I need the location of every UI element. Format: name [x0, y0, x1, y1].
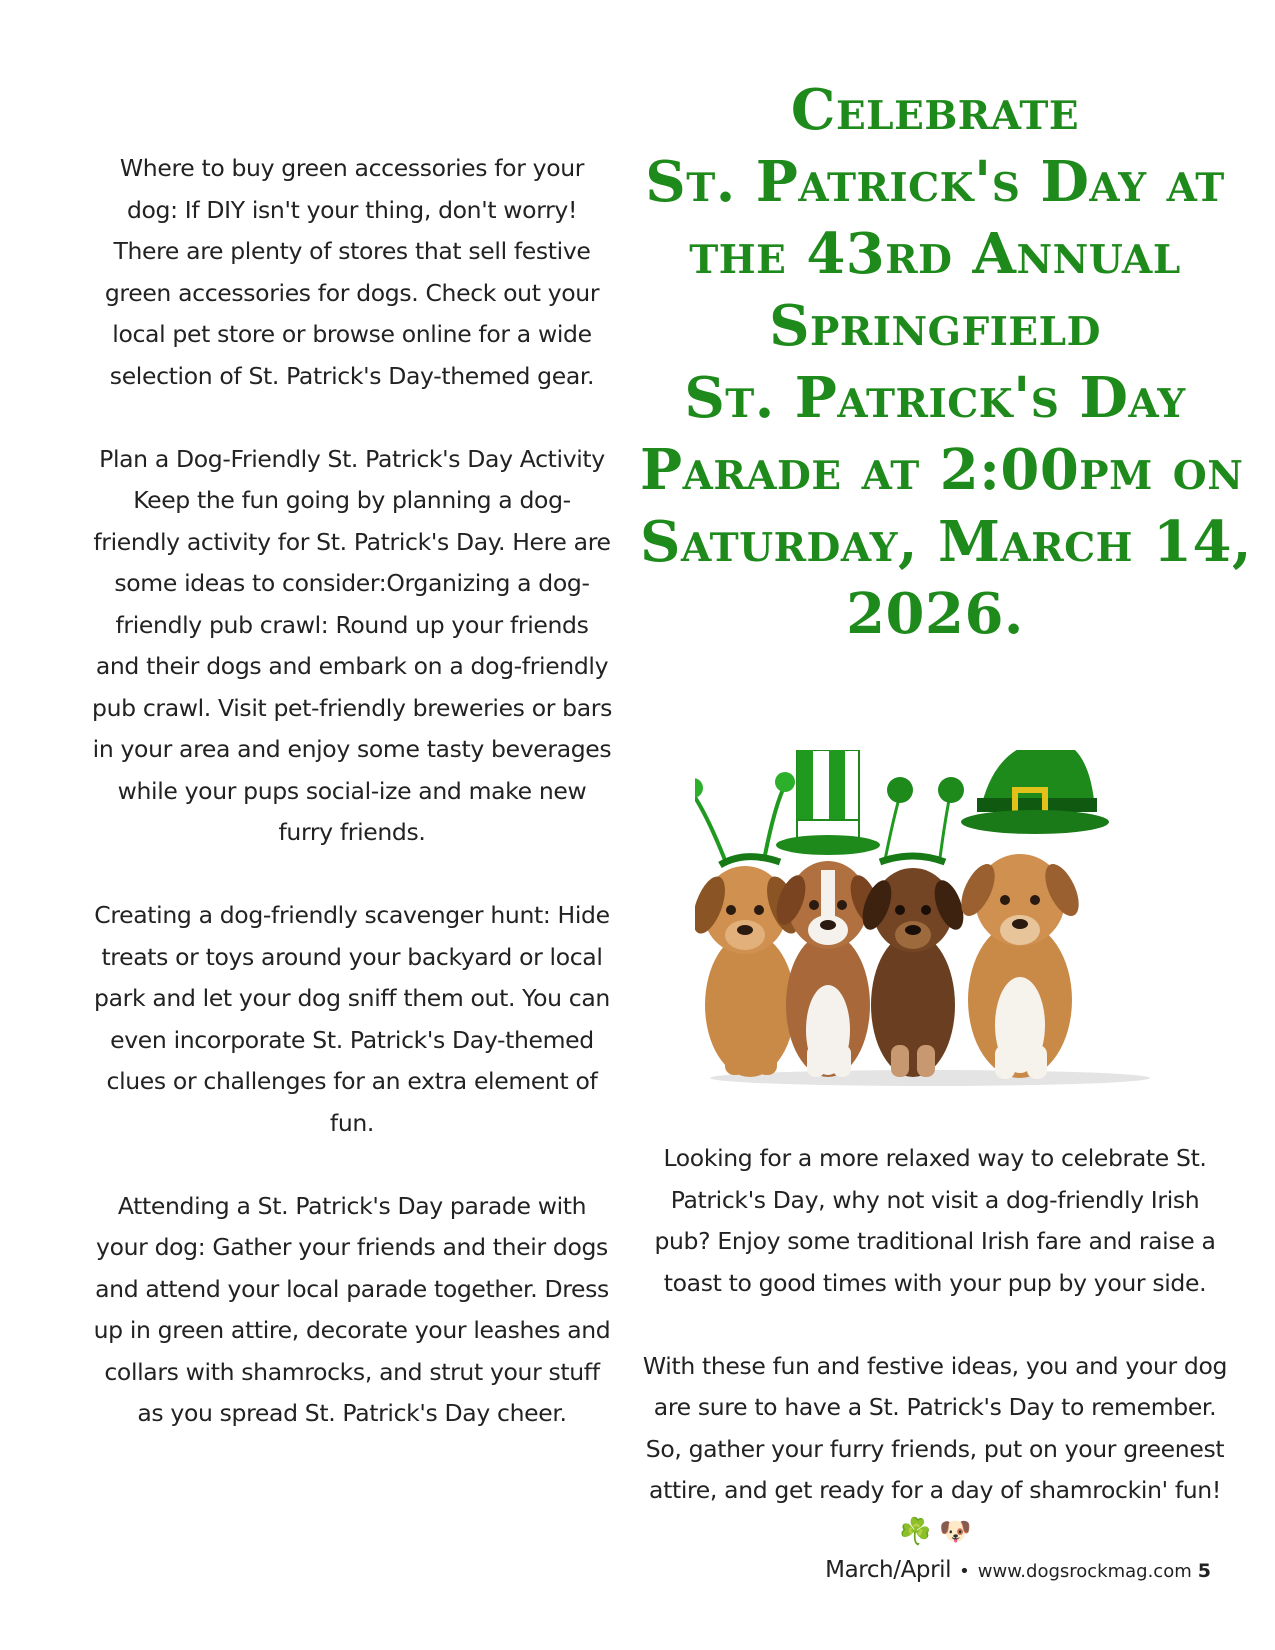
headline-line-1: Celebrate [790, 77, 1080, 143]
shamrock-icon: ☘️ [899, 1516, 932, 1547]
headline-line-7: Saturday, March 14, [640, 509, 1252, 575]
page-number: 5 [1197, 1560, 1211, 1582]
headline-line-4: Springfield [769, 293, 1101, 359]
closing-paragraph: With these fun and festive ideas, you and your dog are sure to have a St. Patrick's Day to remember. So, gather your furry friends, put on your greenest attire, and get ready for a day of shamrockin' fun! [642, 1351, 1228, 1504]
accessories-paragraph: Where to buy green accessories for your dog: If DIY isn't your thing, don't worry! There are plenty of stores that sell festive green accessories for dogs. Check out your local pet store or browse online for a wide selection of St. Patrick's Day-themed gear. [104, 154, 600, 390]
footer-bullet-icon: • [959, 1561, 970, 1582]
headline-line-2: St. Patrick's Day at [645, 149, 1225, 215]
website-link[interactable]: www.dogsrockmag.com [977, 1561, 1192, 1582]
emoji-line [640, 1514, 1230, 1550]
scavenger-hunt-paragraph: Creating a dog-friendly scavenger hunt: Hide treats or toys around your backyard or local park and let your dog sniff them out. You can even incorporate St. Patrick's Day-themed clues or challenges for an extra element of fun. [94, 901, 610, 1137]
parade-paragraph: Attending a St. Patrick's Day parade with your dog: Gather your friends and their dogs and attend your local parade together. Dress up in green attire, decorate your leashes and collars with shamrocks, and strut your stuff as you spread St. Patrick's Day cheer. [93, 1191, 611, 1427]
headline-line-6: Parade at 2:00pm on [640, 437, 1244, 503]
left-column [92, 148, 612, 1476]
activity-body: Keep the fun going by planning a dog-friendly activity for St. Patrick's Day. Here are some ideas to consider:Organizing a dog-friendly pub crawl: Round up your friends and their dogs and embark on a dog-friendly pub crawl. Visit pet-friendly breweries or bars in your area and enjoy some tasty beverages while your pups social-ize and make new furry friends. [92, 486, 612, 846]
puppy-with-leprechaun-hat [954, 750, 1109, 1079]
issue-label: March/April [825, 1557, 952, 1583]
headline-line-8: 2026. [846, 581, 1024, 647]
headline-line-3: the 43rd Annual [689, 221, 1181, 287]
page-footer [825, 1557, 1211, 1583]
activity-paragraph [92, 439, 612, 854]
activity-heading: Plan a Dog-Friendly St. Patrick's Day Activity [99, 444, 605, 473]
right-column [640, 1138, 1230, 1550]
dog-face-icon: 🐶 [938, 1516, 971, 1547]
event-headline [640, 74, 1252, 650]
headline-line-5: St. Patrick's Day [684, 365, 1186, 431]
irish-pub-paragraph: Looking for a more relaxed way to celebrate St. Patrick's Day, why not visit a dog-friendly Irish pub? Enjoy some traditional Irish fare and raise a toast to good times with your pup by your side. [654, 1144, 1216, 1297]
puppies-photo [695, 750, 1165, 1090]
puppy-with-shamrock-headband [857, 777, 969, 1077]
